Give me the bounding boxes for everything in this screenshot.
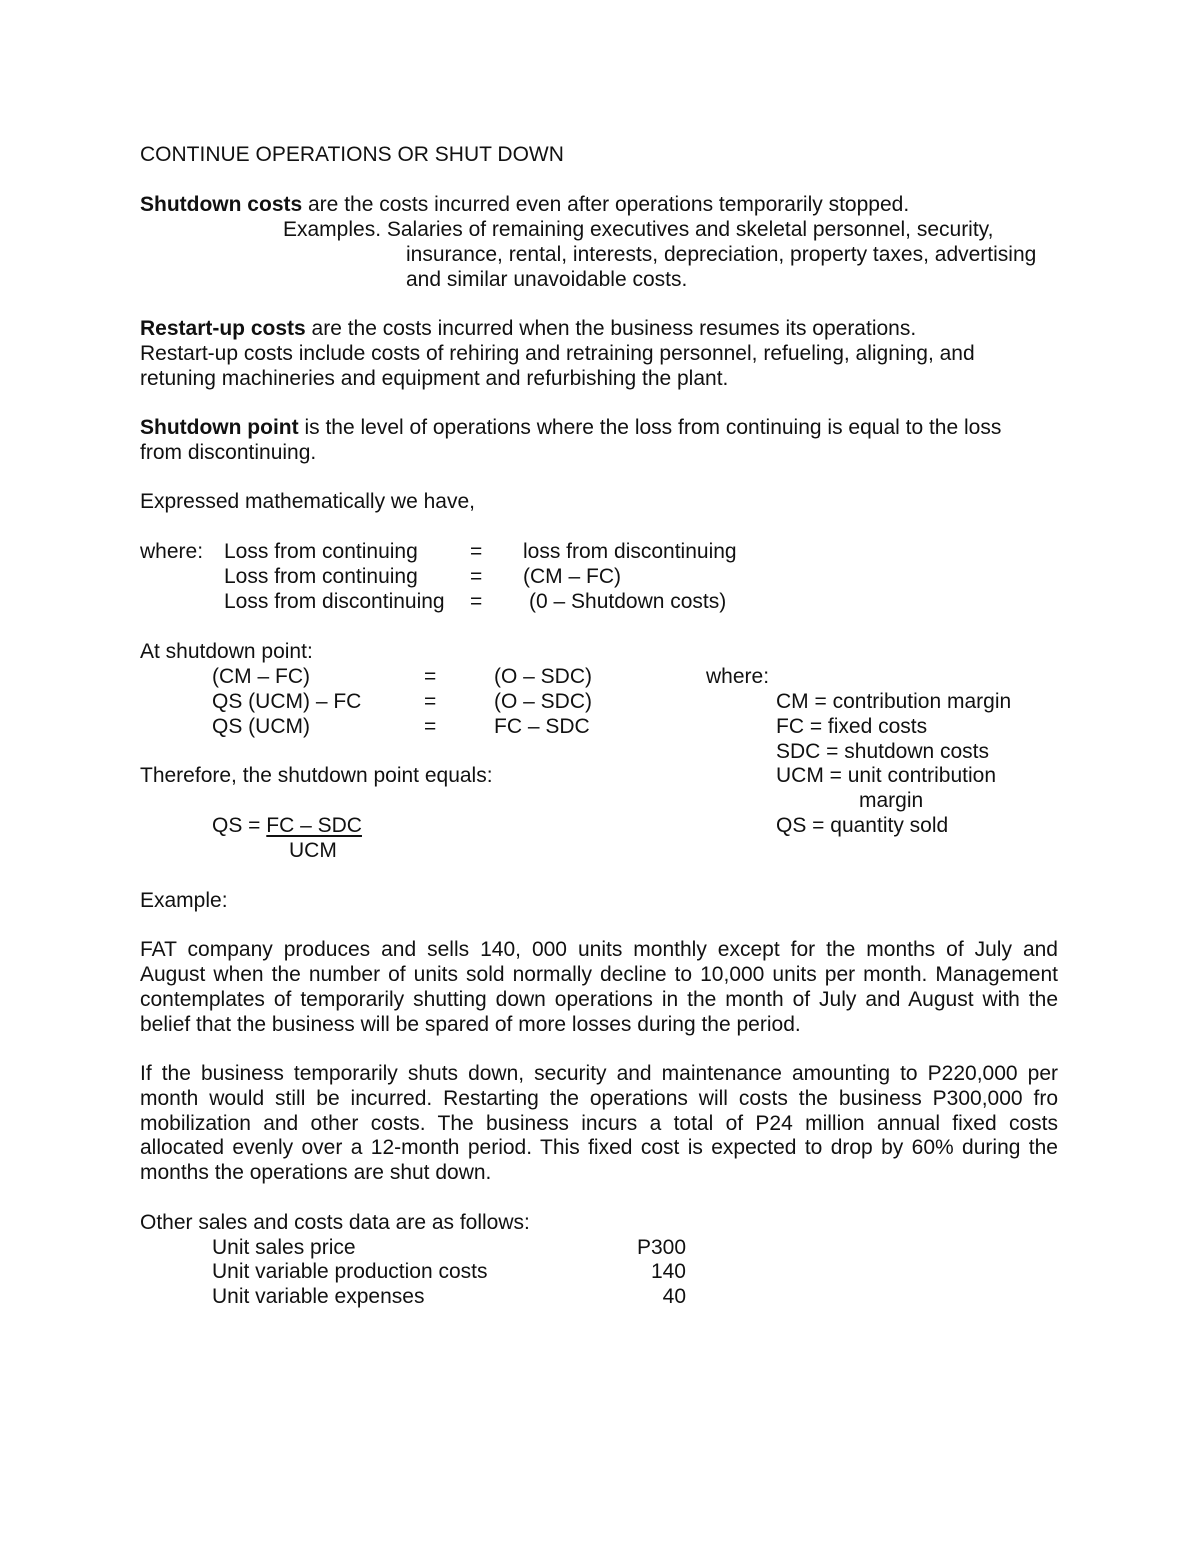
shutdown-examples-line3: and similar unavoidable costs.	[406, 268, 688, 291]
paragraph-line: August when the number of units sold normally decline to 10,000 units per month. Management	[140, 963, 1058, 986]
at-shutdown-label: At shutdown point:	[140, 640, 313, 663]
equation-op: =	[424, 715, 437, 738]
cost-item-label: Unit sales price	[212, 1236, 356, 1259]
shutdown-formula	[212, 813, 362, 838]
legend-ucm-cont: margin	[859, 789, 924, 812]
where-row-op: =	[470, 590, 483, 613]
equation-op: =	[424, 665, 437, 688]
shutdown-examples-line1: Examples. Salaries of remaining executives and skeletal personnel, security,	[283, 218, 994, 241]
equation-right: (O – SDC)	[494, 665, 593, 688]
where-row-op: =	[470, 540, 483, 563]
shutdown-examples-line2: insurance, rental, interests, depreciation, property taxes, advertising	[406, 243, 1037, 266]
where-row-left: Loss from discontinuing	[224, 590, 445, 613]
paragraph-line: allocated evenly over a 12-month period. This fixed cost is expected to drop by 60% during the	[140, 1136, 1058, 1159]
shutdown-costs-term: Shutdown costs	[140, 193, 303, 216]
cost-item-value: 40	[662, 1285, 686, 1308]
shutdown-costs-text: are the costs incurred even after operations temporarily stopped.	[302, 193, 910, 216]
where-row-right: (0 – Shutdown costs)	[529, 590, 727, 613]
formula-numerator: FC – SDC	[266, 814, 362, 837]
paragraph-line: mobilization and other costs. The business incurs a total of P24 million annual fixed costs	[140, 1112, 1058, 1135]
formula-lhs: QS =	[212, 814, 267, 837]
cost-item-value: P300	[636, 1236, 686, 1259]
equation-left: (CM – FC)	[212, 665, 310, 688]
legend-sdc: SDC = shutdown costs	[776, 740, 990, 763]
page-title: CONTINUE OPERATIONS OR SHUT DOWN	[140, 143, 564, 166]
legend-ucm: UCM = unit contribution	[776, 764, 997, 787]
where-row-right: (CM – FC)	[523, 565, 621, 588]
equation-op: =	[424, 690, 437, 713]
legend-fc: FC = fixed costs	[776, 715, 928, 738]
equation-right: FC – SDC	[494, 715, 590, 738]
shutdown-point-text: is the level of operations where the loss from continuing is equal to the loss	[298, 416, 1002, 439]
paragraph-line: belief that the business will be spared of more losses during the period.	[140, 1013, 801, 1036]
shutdown-point-definition	[140, 415, 1001, 440]
equation-left: QS (UCM) – FC	[212, 690, 362, 713]
cost-item-label: Unit variable production costs	[212, 1260, 488, 1283]
restart-costs-line3: retuning machineries and equipment and refurbishing the plant.	[140, 367, 729, 390]
shutdown-point-line2: from discontinuing.	[140, 441, 317, 464]
formula-denominator: UCM	[289, 839, 337, 862]
equation-right: (O – SDC)	[494, 690, 593, 713]
shutdown-costs-definition	[140, 192, 909, 217]
legend-cm: CM = contribution margin	[776, 690, 1012, 713]
restart-costs-text: are the costs incurred when the business resumes its operations.	[305, 317, 917, 340]
expressed-text: Expressed mathematically we have,	[140, 490, 475, 513]
paragraph-line: contemplates of temporarily shutting down operations in the month of July and August with the	[140, 988, 1058, 1011]
restart-costs-definition	[140, 316, 916, 341]
paragraph-line: months the operations are shut down.	[140, 1161, 492, 1184]
paragraph-line: FAT company produces and sells 140, 000 units monthly except for the months of July and	[140, 938, 1058, 961]
restart-costs-term: Restart-up costs	[140, 317, 306, 340]
restart-costs-line2: Restart-up costs include costs of rehiring and retraining personnel, refueling, aligning, and	[140, 342, 975, 365]
other-data-label: Other sales and costs data are as follows:	[140, 1211, 530, 1234]
where-row-left: Loss from continuing	[224, 540, 418, 563]
legend-label: where:	[706, 665, 770, 688]
shutdown-point-term: Shutdown point	[140, 416, 299, 439]
cost-item-label: Unit variable expenses	[212, 1285, 425, 1308]
where-label: where:	[140, 540, 204, 563]
example-label: Example:	[140, 889, 228, 912]
legend-qs: QS = quantity sold	[776, 814, 949, 837]
where-row-left: Loss from continuing	[224, 565, 418, 588]
therefore-text: Therefore, the shutdown point equals:	[140, 764, 493, 787]
where-row-op: =	[470, 565, 483, 588]
paragraph-line: month would still be incurred. Restarting the operations will costs the business P300,000 fro	[140, 1087, 1058, 1110]
where-row-right: loss from discontinuing	[523, 540, 737, 563]
equation-left: QS (UCM)	[212, 715, 310, 738]
cost-item-value: 140	[650, 1260, 686, 1283]
paragraph-line: If the business temporarily shuts down, security and maintenance amounting to P220,000 per	[140, 1062, 1058, 1085]
